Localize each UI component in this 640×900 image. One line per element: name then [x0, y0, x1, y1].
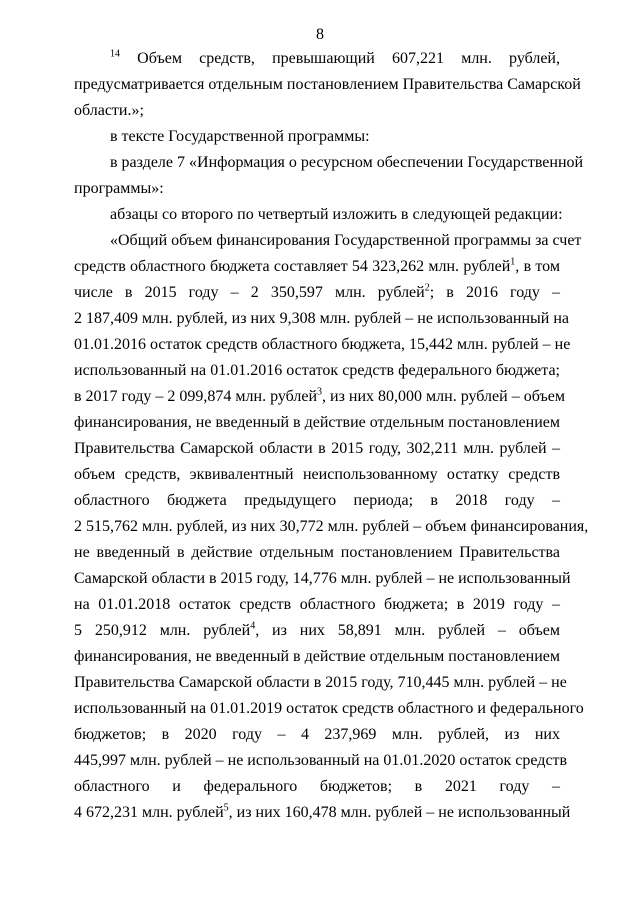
footnote-marker: 1	[510, 256, 516, 268]
page-number: 8	[316, 26, 324, 43]
text-line: 01.01.2016 остаток средств областного бюджета, 15,442 млн. рублей – не	[74, 336, 571, 353]
text-line: предусматривается отдельным постановлением Правительства Самарской	[74, 76, 581, 93]
text-line: 445,997 млн. рублей – не использованный на 01.01.2020 остаток средств	[74, 752, 568, 769]
text-line: 2 515,762 млн. рублей, из них 30,772 млн. рублей – объем финансирования,	[74, 518, 589, 535]
text-line: не введенный в действие отдельным постановлением Правительства	[74, 544, 560, 561]
text-line: Самарской области в 2015 году, 14,776 млн. рублей – не использованный	[74, 570, 571, 587]
text-line: Правительства Самарской области в 2015 году, 302,211 млн. рублей –	[74, 440, 560, 457]
footnote-marker: 4	[250, 620, 256, 632]
text-line: области.»;	[74, 102, 144, 119]
text-line: средств областного бюджета составляет 54 323,262 млн. рублей$^1$, в том	[74, 256, 560, 275]
footnote-marker: 14	[110, 48, 120, 60]
text-line: 5 250,912 млн. рублей$^4$, из них 58,891 млн. рублей – объем	[74, 620, 561, 639]
text-line: использованный на 01.01.2016 остаток средств федерального бюджета;	[74, 362, 560, 379]
text-line: областного бюджета предыдущего периода; в 2018 году –	[74, 492, 560, 509]
text-line: в тексте Государственной программы:	[110, 128, 370, 145]
text-line: в 2017 году – 2 099,874 млн. рублей$^3$, из них 80,000 млн. рублей – объем	[74, 386, 565, 405]
text-line: объем средств, эквивалентный неиспользованному остатку средств	[74, 466, 560, 483]
footnote-marker: 5	[223, 802, 229, 814]
text-line: «Общий объем финансирования Государственной программы за счет	[110, 232, 582, 249]
text-line: 2 187,409 млн. рублей, из них 9,308 млн. рублей – не использованный на	[74, 310, 570, 327]
text-line: программы»:	[74, 180, 164, 197]
text-line: финансирования, не введенный в действие отдельным постановлением	[74, 648, 560, 665]
text-line: абзацы со второго по четвертый изложить в следующей редакции:	[110, 206, 563, 223]
footnote-marker: 3	[317, 386, 323, 398]
footnote-line: $^{14}$ Объем средств, превышающий 607,221 млн. рублей,	[110, 48, 560, 67]
text-line: числе в 2015 году – 2 350,597 млн. рублей$^2$; в 2016 году –	[74, 282, 560, 301]
footnote-marker: 2	[424, 282, 430, 294]
text-line: Правительства Самарской области в 2015 году, 710,445 млн. рублей – не	[74, 674, 567, 691]
text-line: бюджетов; в 2020 году – 4 237,969 млн. рублей, из них	[74, 726, 560, 743]
document-body	[74, 46, 589, 826]
text-line: областного и федерального бюджетов; в 2021 году –	[74, 778, 560, 795]
text-line: в разделе 7 «Информация о ресурсном обеспечении Государственной	[110, 154, 584, 171]
text-line: финансирования, не введенный в действие отдельным постановлением	[74, 414, 560, 431]
text-line: 4 672,231 млн. рублей$^5$, из них 160,478 млн. рублей – не использованный	[74, 802, 571, 821]
text-line: использованный на 01.01.2019 остаток средств областного и федерального	[74, 700, 584, 717]
text-line: на 01.01.2018 остаток средств областного бюджета; в 2019 году –	[74, 596, 560, 613]
